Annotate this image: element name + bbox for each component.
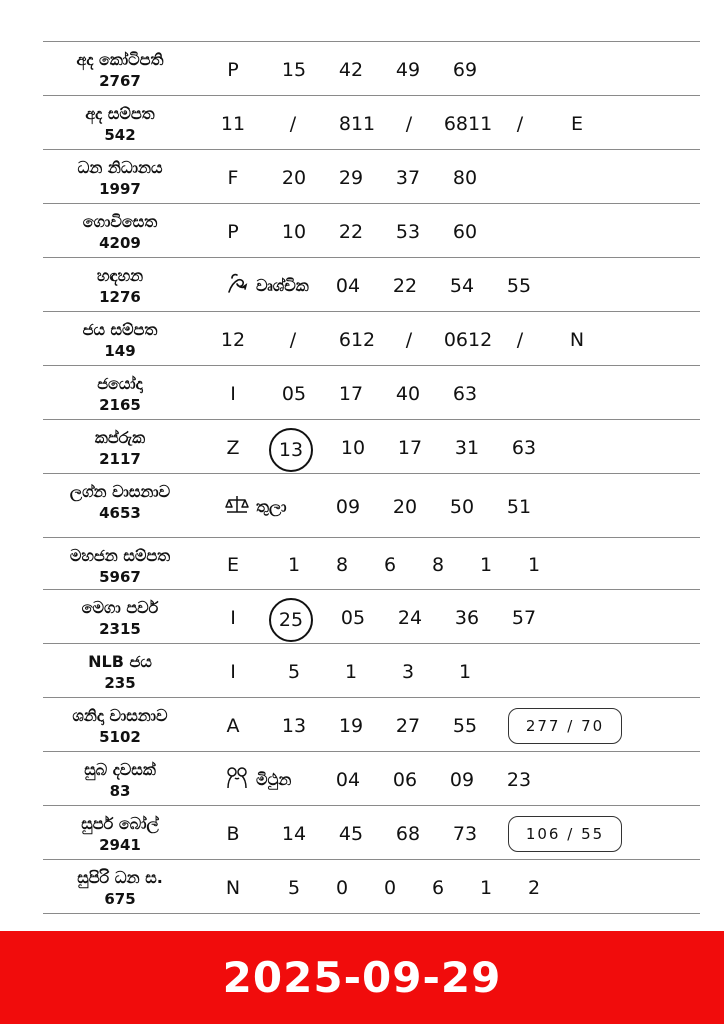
winning-number: 17 [397, 437, 423, 459]
lottery-name-cell [43, 96, 197, 149]
lottery-name-cell [43, 366, 197, 419]
winning-number: 15 [281, 59, 307, 81]
winning-number: 10 [281, 221, 307, 243]
result-row [43, 312, 700, 366]
winning-number: 42 [338, 59, 364, 81]
result-row [43, 590, 700, 644]
winning-number: 20 [281, 167, 307, 189]
letter: I [230, 661, 236, 683]
result-row [43, 860, 700, 914]
result-date: 2025-09-29 [222, 953, 502, 1002]
extra-result: 277 / 70 [508, 708, 622, 744]
winning-number: 6 [383, 554, 397, 576]
separator: / [405, 329, 413, 351]
zodiac-label: වෘශ්චික [256, 276, 309, 295]
lottery-name-cell [43, 204, 197, 257]
letter: I [230, 383, 236, 405]
zodiac-sign [223, 491, 286, 523]
lottery-name: අද කෝටිපති [76, 50, 164, 69]
winning-number: 80 [452, 167, 478, 189]
result-row [43, 420, 700, 474]
lottery-name-cell [43, 312, 197, 365]
lottery-name: කප්රුක [94, 428, 146, 447]
winning-number: 37 [395, 167, 421, 189]
result-row [43, 644, 700, 698]
winning-number: 27 [395, 715, 421, 737]
lottery-name: සුපිරි ධන ස. [77, 868, 163, 887]
winning-number: 29 [338, 167, 364, 189]
lottery-name-cell [43, 258, 197, 311]
result-row [43, 258, 700, 312]
winning-number: 6 [431, 877, 445, 899]
draw-number: 1276 [99, 288, 141, 306]
result-token: 11 [220, 113, 246, 135]
winning-number: 60 [452, 221, 478, 243]
letter: E [226, 554, 240, 576]
lottery-name: මහජන සම්පත [69, 546, 171, 565]
winning-number: 24 [397, 607, 423, 629]
winning-number: 50 [449, 496, 475, 518]
lottery-name: ධන නිධානය [77, 158, 163, 177]
letter: P [227, 221, 239, 243]
winning-number: 19 [338, 715, 364, 737]
winning-number: 20 [392, 496, 418, 518]
winning-number: 06 [392, 769, 418, 791]
lottery-name: NLB ජය [88, 652, 152, 671]
draw-number: 2165 [99, 396, 141, 414]
winning-number: 04 [335, 275, 361, 297]
draw-number: 2117 [99, 450, 141, 468]
zodiac-label: තුලා [256, 497, 287, 516]
date-banner [0, 931, 724, 1024]
winning-number: 17 [338, 383, 364, 405]
draw-number: 149 [104, 342, 136, 360]
result-token: 12 [220, 329, 246, 351]
lottery-name: අද සම්පත [85, 104, 155, 123]
winning-number: 09 [449, 769, 475, 791]
lottery-name-cell [43, 150, 197, 203]
winning-number: 1 [287, 554, 301, 576]
lottery-name: ශනිදා වාසනාව [72, 706, 168, 725]
winning-number: 55 [452, 715, 478, 737]
result-row [43, 698, 700, 752]
winning-number: 54 [449, 275, 475, 297]
lottery-name-cell [43, 644, 197, 697]
draw-number: 2315 [99, 620, 141, 638]
winning-number: 51 [506, 496, 532, 518]
winning-number: 09 [335, 496, 361, 518]
winning-number: 1 [479, 554, 493, 576]
separator: / [516, 113, 524, 135]
result-token: 811 [338, 113, 376, 135]
lottery-name: ජයෝදා [97, 374, 143, 393]
winning-number: 49 [395, 59, 421, 81]
draw-number: 5967 [99, 568, 141, 586]
result-row [43, 806, 700, 860]
winning-number: 23 [506, 769, 532, 791]
letter: P [227, 59, 239, 81]
result-row [43, 752, 700, 806]
winning-number: 69 [452, 59, 478, 81]
letter: B [226, 823, 240, 845]
result-row [43, 474, 700, 538]
draw-number: 2767 [99, 72, 141, 90]
lottery-name-cell [43, 860, 197, 913]
lottery-name-cell [43, 420, 197, 473]
winning-number: 2 [527, 877, 541, 899]
lottery-name-cell [43, 538, 197, 589]
winning-number: 1 [344, 661, 358, 683]
lottery-name: මෙගා පවර් [81, 598, 159, 617]
winning-number: 1 [479, 877, 493, 899]
winning-number: 05 [281, 383, 307, 405]
result-token: N [569, 329, 585, 351]
winning-number: 1 [458, 661, 472, 683]
separator: / [405, 113, 413, 135]
winning-number: 57 [511, 607, 537, 629]
winning-number: 14 [281, 823, 307, 845]
winning-number: 73 [452, 823, 478, 845]
libra-icon [223, 491, 256, 523]
letter: I [230, 607, 236, 629]
winning-number: 8 [431, 554, 445, 576]
lottery-name-cell [43, 806, 197, 859]
letter: N [225, 877, 241, 899]
extra-result: 106 / 55 [508, 816, 622, 852]
winning-number: 63 [511, 437, 537, 459]
letter: F [227, 167, 239, 189]
gemini-icon [223, 764, 256, 796]
winning-number: 68 [395, 823, 421, 845]
lottery-name: හඳහන [96, 266, 144, 285]
separator: / [289, 329, 297, 351]
winning-number: 0 [383, 877, 397, 899]
draw-number: 5102 [99, 728, 141, 746]
winning-number: 22 [338, 221, 364, 243]
separator: / [289, 113, 297, 135]
zodiac-label: මිථුන [256, 770, 292, 789]
lottery-name-cell [43, 474, 197, 537]
winning-number: 10 [340, 437, 366, 459]
result-token: E [570, 113, 584, 135]
winning-number: 05 [340, 607, 366, 629]
winning-number: 5 [287, 877, 301, 899]
result-token: 612 [338, 329, 376, 351]
winning-number: 1 [527, 554, 541, 576]
bonus-number: 13 [269, 428, 313, 472]
draw-number: 4653 [99, 504, 141, 522]
winning-number: 31 [454, 437, 480, 459]
draw-number: 1997 [99, 180, 141, 198]
lottery-name: ගොවිසෙත [82, 212, 158, 231]
result-row [43, 42, 700, 96]
draw-number: 675 [104, 890, 136, 908]
scorpio-icon [223, 270, 256, 302]
lottery-name: සුපර් බෝල් [81, 814, 159, 833]
zodiac-sign [223, 270, 309, 302]
letter: A [226, 715, 240, 737]
lottery-name-cell [43, 42, 197, 95]
winning-number: 36 [454, 607, 480, 629]
winning-number: 53 [395, 221, 421, 243]
letter: Z [226, 437, 240, 459]
result-token: 0612 [443, 329, 493, 351]
separator: / [516, 329, 524, 351]
draw-number: 4209 [99, 234, 141, 252]
winning-number: 63 [452, 383, 478, 405]
result-row [43, 96, 700, 150]
winning-number: 55 [506, 275, 532, 297]
winning-number: 04 [335, 769, 361, 791]
result-token: 6811 [443, 113, 493, 135]
lottery-name: ජය සම්පත [82, 320, 158, 339]
draw-number: 2941 [99, 836, 141, 854]
lottery-name: සුබ දවසක් [84, 760, 156, 779]
winning-number: 3 [401, 661, 415, 683]
results-table [43, 41, 700, 914]
lottery-name-cell [43, 698, 197, 751]
result-row [43, 538, 700, 590]
result-row [43, 366, 700, 420]
draw-number: 542 [104, 126, 136, 144]
zodiac-sign [223, 764, 291, 796]
lottery-name-cell [43, 752, 197, 805]
result-row [43, 150, 700, 204]
winning-number: 22 [392, 275, 418, 297]
lottery-name-cell [43, 590, 197, 643]
lottery-name: ලග්න වාසනාව [69, 482, 171, 501]
winning-number: 8 [335, 554, 349, 576]
winning-number: 13 [281, 715, 307, 737]
draw-number: 235 [104, 674, 136, 692]
winning-number: 5 [287, 661, 301, 683]
bonus-number: 25 [269, 598, 313, 642]
draw-number: 83 [109, 782, 131, 800]
winning-number: 45 [338, 823, 364, 845]
winning-number: 40 [395, 383, 421, 405]
result-row [43, 204, 700, 258]
winning-number: 0 [335, 877, 349, 899]
